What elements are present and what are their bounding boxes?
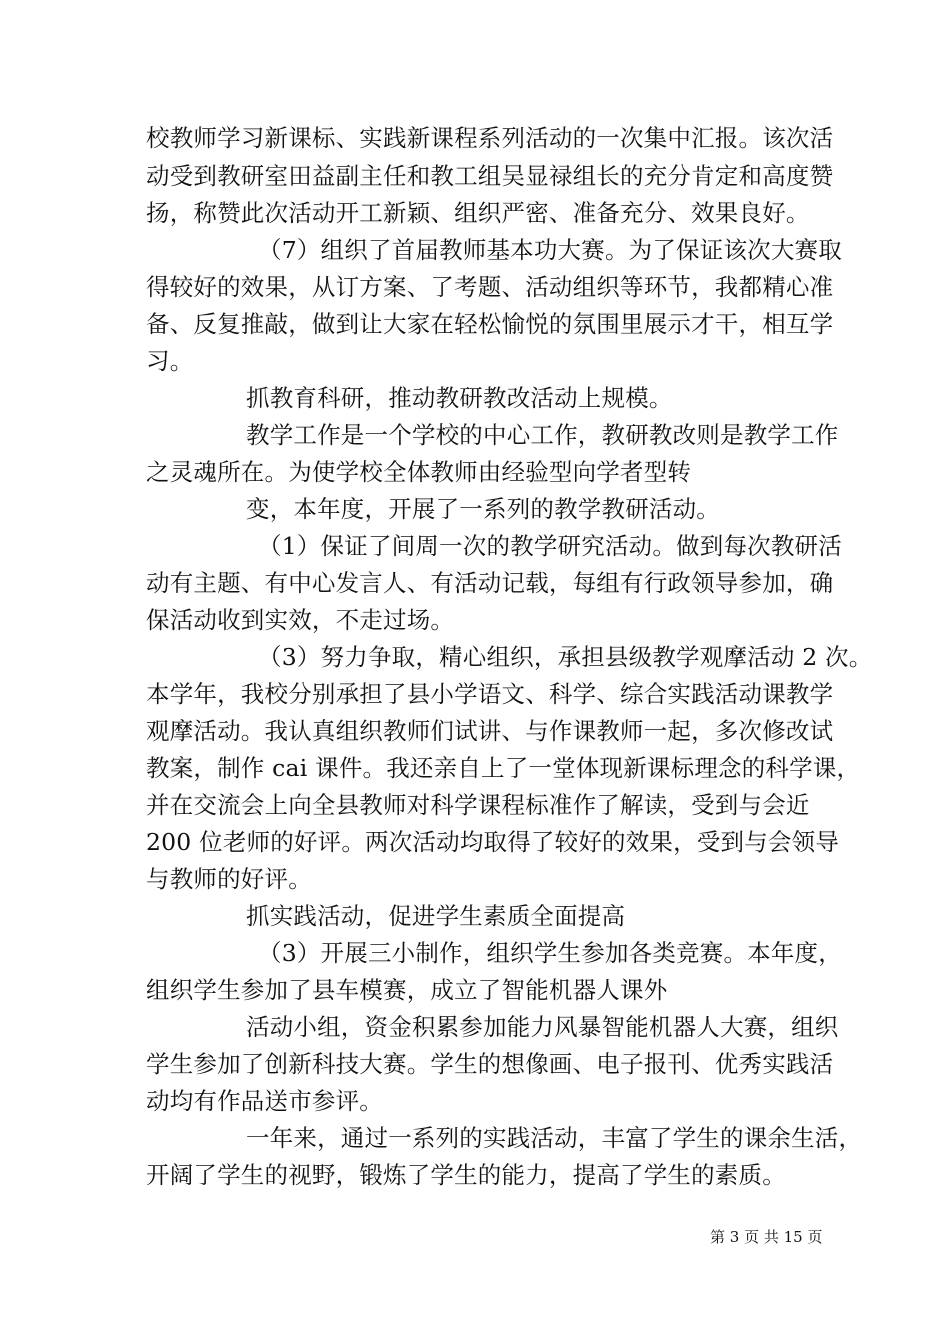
text-line: 组织学生参加了县车模赛，成立了智能机器人课外	[146, 976, 668, 1004]
text-line: 与教师的好评。	[146, 865, 312, 893]
text-line: 动有主题、有中心发言人、有活动记载，每组有行政领导参加，确	[146, 569, 834, 597]
text-line: 教学工作是一个学校的中心工作，教研教改则是教学工作	[246, 421, 839, 449]
text-line: 教案，制作 cai 课件。我还亲自上了一堂体现新课标理念的科学课，	[146, 754, 861, 782]
text-line: 备、反复推敲，做到让大家在轻松愉悦的氛围里展示才干，相互学	[146, 310, 834, 338]
text-line: 变，本年度，开展了一系列的教学教研活动。	[246, 495, 720, 523]
text-line: 开阔了学生的视野，锻炼了学生的能力，提高了学生的素质。	[146, 1161, 786, 1189]
text-line: （7）组织了首届教师基本功大赛。为了保证该次大赛取	[258, 236, 842, 264]
text-line: 并在交流会上向全县教师对科学课程标准作了解读，受到与会近	[146, 791, 810, 819]
text-line: 习。	[146, 347, 194, 375]
text-line: 动均有作品送市参评。	[146, 1087, 383, 1115]
text-line: 扬，称赞此次活动开工新颖、组织严密、准备充分、效果良好。	[146, 199, 810, 227]
text-line: （3）努力争取，精心组织，承担县级教学观摩活动 2 次。	[258, 643, 873, 671]
text-line: 校教师学习新课标、实践新课程系列活动的一次集中汇报。该次活	[146, 124, 834, 152]
text-line: 观摩活动。我认真组织教师们试讲、与作课教师一起，多次修改试	[146, 717, 834, 745]
section-heading: 抓教育科研，推动教研教改活动上规模。	[246, 384, 673, 412]
text-line: 动受到教研室田益副主任和教工组吴显禄组长的充分肯定和高度赞	[146, 162, 834, 190]
text-line: 学生参加了创新科技大赛。学生的想像画、电子报刊、优秀实践活	[146, 1050, 834, 1078]
text-line: 保活动收到实效，不走过场。	[146, 606, 455, 634]
page-number: 第 3 页 共 15 页	[710, 1228, 823, 1246]
text-line: （3）开展三小制作，组织学生参加各类竞赛。本年度，	[258, 939, 842, 967]
section-heading: 抓实践活动，促进学生素质全面提高	[246, 902, 626, 930]
text-line: （1）保证了间周一次的教学研究活动。做到每次教研活	[258, 532, 842, 560]
text-line: 得较好的效果，从订方案、了考题、活动组织等环节，我都精心准	[146, 273, 834, 301]
text-line: 一年来，通过一系列的实践活动，丰富了学生的课余生活，	[246, 1124, 863, 1152]
text-line: 本学年，我校分别承担了县小学语文、科学、综合实践活动课教学	[146, 680, 834, 708]
text-line: 200 位老师的好评。两次活动均取得了较好的效果，受到与会领导	[146, 828, 840, 856]
text-line: 之灵魂所在。为使学校全体教师由经验型向学者型转	[146, 458, 692, 486]
text-line: 活动小组，资金积累参加能力风暴智能机器人大赛，组织	[246, 1013, 839, 1041]
